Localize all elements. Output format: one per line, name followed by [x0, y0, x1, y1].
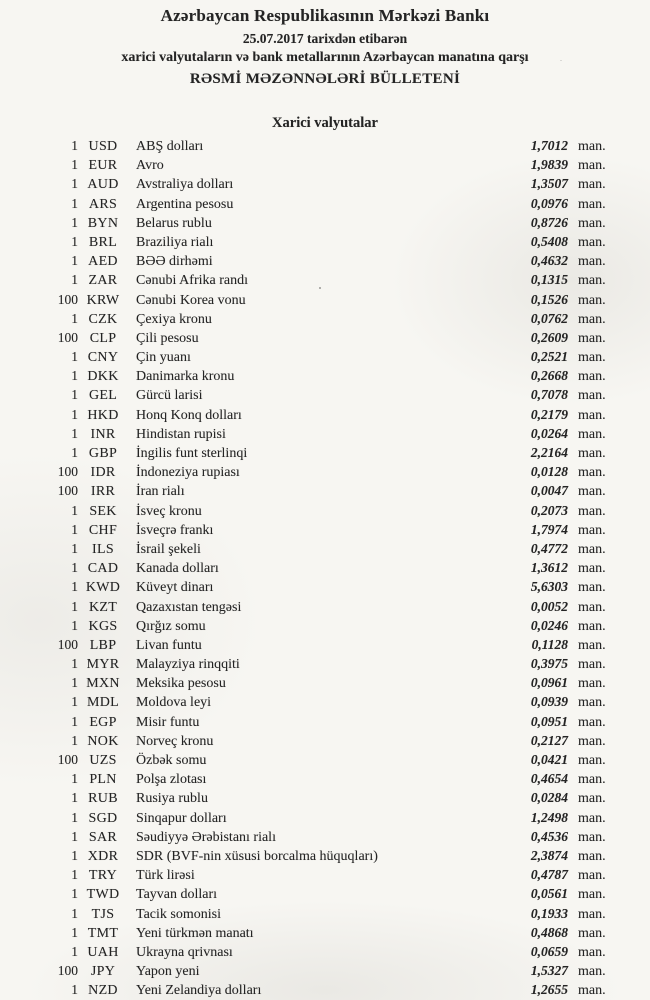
row-quantity: 1: [71, 598, 78, 614]
table-row: [0, 136, 650, 155]
row-currency-code: CNY: [87, 350, 119, 366]
row-quantity: 1: [71, 272, 78, 288]
row-unit: man.: [578, 829, 606, 845]
row-unit: man.: [578, 791, 606, 807]
row-currency-code: BYN: [87, 215, 119, 231]
row-quantity: 1: [71, 694, 78, 710]
row-currency-name: İran rialı: [136, 484, 185, 500]
row-rate-value: 5,6303: [530, 579, 568, 595]
row-currency-code: CZK: [88, 311, 118, 327]
row-unit: man.: [578, 618, 606, 634]
row-rate-value: 0,0762: [530, 310, 568, 326]
row-quantity: 1: [71, 847, 78, 863]
row-rate-value: 0,1128: [531, 636, 568, 652]
row-currency-code: EGP: [89, 714, 117, 730]
row-unit: man.: [578, 695, 606, 711]
row-rate-value: 0,2521: [530, 349, 568, 365]
row-quantity: 1: [71, 521, 78, 537]
row-quantity: 1: [71, 905, 78, 921]
row-currency-name: Qazaxıstan tengəsi: [136, 599, 242, 615]
table-row: [0, 750, 650, 769]
row-currency-code: INR: [90, 426, 116, 442]
table-row: [0, 980, 650, 999]
row-rate-value: 0,0047: [530, 483, 568, 499]
row-currency-code: TRY: [88, 868, 118, 884]
row-unit: man.: [578, 139, 606, 154]
row-rate-value: 0,2179: [530, 406, 568, 422]
table-row: [0, 213, 650, 232]
row-unit: man.: [578, 772, 606, 788]
row-currency-code: GEL: [88, 388, 118, 404]
row-quantity: 1: [71, 732, 78, 748]
row-quantity: 1: [71, 675, 78, 691]
row-rate-value: 0,0961: [530, 675, 568, 691]
row-unit: man.: [578, 848, 606, 864]
row-currency-code: NOK: [87, 733, 119, 749]
row-unit: man.: [578, 964, 606, 980]
row-rate-value: 0,2073: [530, 502, 568, 518]
table-row: [0, 174, 650, 193]
row-rate-value: 0,8726: [530, 214, 568, 230]
table-row: [0, 884, 650, 903]
row-unit: man.: [578, 887, 606, 903]
row-currency-name: Avstraliya dolları: [136, 177, 234, 193]
row-currency-code: USD: [88, 139, 118, 154]
row-rate-value: 0,0951: [530, 713, 568, 729]
table-row: [0, 788, 650, 807]
row-quantity: 1: [71, 387, 78, 403]
row-currency-name: Braziliya rialı: [136, 234, 214, 250]
row-rate-value: 0,2127: [530, 732, 568, 748]
row-rate-value: 1,3507: [530, 176, 568, 192]
table-row: [0, 347, 650, 366]
row-currency-code: SEK: [89, 503, 117, 519]
row-currency-code: GBP: [88, 446, 118, 461]
row-currency-code: RUB: [88, 791, 118, 807]
row-unit: man.: [578, 503, 606, 519]
table-row: [0, 232, 650, 251]
row-currency-code: BRL: [88, 234, 118, 250]
rates-table: [0, 136, 650, 999]
row-currency-name: Çexiya kronu: [136, 311, 212, 327]
row-unit: man.: [578, 465, 606, 481]
bulletin-title: RƏSMİ MƏZƏNNƏLƏRİ BÜLLETENİ: [189, 71, 461, 87]
row-rate-value: 0,4536: [530, 828, 568, 844]
row-rate-value: 0,0284: [530, 790, 568, 806]
row-currency-code: ARS: [88, 196, 118, 212]
row-currency-name: Cənubi Korea vonu: [136, 292, 246, 308]
row-currency-name: Belarus rublu: [136, 215, 212, 231]
table-row: [0, 769, 650, 788]
row-currency-code: TJS: [91, 906, 115, 922]
row-unit: man.: [578, 983, 606, 999]
row-unit: man.: [578, 446, 606, 461]
row-unit: man.: [578, 177, 606, 193]
row-currency-name: Argentina pesosu: [136, 196, 234, 212]
row-currency-code: LBP: [89, 637, 117, 653]
row-currency-code: KZT: [88, 599, 118, 615]
row-rate-value: 0,2668: [530, 368, 568, 384]
row-unit: man.: [578, 330, 606, 346]
bulletin-header: [0, 0, 650, 89]
table-row: [0, 385, 650, 404]
row-currency-code: JPY: [90, 964, 116, 980]
row-unit: man.: [578, 254, 606, 270]
row-rate-value: 0,3975: [530, 656, 568, 672]
row-currency-code: UAH: [87, 944, 119, 960]
row-quantity: 1: [71, 982, 78, 998]
row-currency-code: ILS: [92, 541, 114, 557]
row-currency-code: IRR: [90, 484, 116, 500]
row-currency-code: PLN: [89, 772, 117, 788]
row-rate-value: 0,4868: [530, 924, 568, 940]
row-unit: man.: [578, 676, 606, 692]
table-row: [0, 251, 650, 270]
row-unit: man.: [578, 426, 606, 442]
row-currency-name: Sinqapur dolları: [136, 810, 227, 826]
row-quantity: 1: [71, 560, 78, 576]
row-currency-name: Meksika pesosu: [136, 676, 226, 692]
table-row: [0, 961, 650, 980]
row-rate-value: 0,0264: [530, 425, 568, 441]
row-quantity: 1: [71, 233, 78, 249]
row-unit: man.: [578, 944, 606, 960]
row-rate-value: 0,5408: [530, 233, 568, 249]
row-currency-name: Kanada dolları: [136, 561, 219, 577]
row-quantity: 1: [71, 713, 78, 729]
row-unit: man.: [578, 561, 606, 577]
row-currency-name: İsveçrə frankı: [136, 522, 214, 538]
row-currency-name: Çili pesosu: [136, 330, 199, 346]
table-row: [0, 194, 650, 213]
row-currency-code: IDR: [90, 465, 116, 481]
row-currency-name: Rusiya rublu: [136, 791, 208, 807]
row-rate-value: 0,1933: [530, 905, 568, 921]
row-quantity: 1: [71, 349, 78, 365]
row-currency-name: ABŞ dolları: [136, 139, 204, 154]
row-rate-value: 0,4787: [530, 867, 568, 883]
row-unit: man.: [578, 311, 606, 327]
row-currency-code: XDR: [87, 848, 119, 864]
table-row: [0, 692, 650, 711]
row-currency-name: Küveyt dinarı: [136, 580, 214, 596]
row-unit: man.: [578, 388, 606, 404]
row-currency-code: AED: [88, 254, 118, 270]
row-unit: man.: [578, 196, 606, 212]
row-rate-value: 0,1315: [530, 272, 568, 288]
rates-table-body: [0, 136, 650, 999]
table-row: [0, 155, 650, 174]
table-row: [0, 577, 650, 596]
row-currency-code: KGS: [88, 618, 118, 634]
row-rate-value: 0,4632: [530, 253, 568, 269]
row-currency-code: CLP: [89, 330, 117, 346]
row-currency-name: Moldova leyi: [136, 695, 212, 711]
row-currency-name: Misir funtu: [136, 714, 200, 730]
table-row: [0, 462, 650, 481]
row-quantity: 1: [71, 656, 78, 672]
row-unit: man.: [578, 580, 606, 596]
row-rate-value: 0,0939: [530, 694, 568, 710]
scan-speck: [319, 287, 321, 289]
bulletin-subtitle: xarici valyutaların və bank metallarının Azərbaycan manatına qarşı: [121, 50, 529, 65]
table-row: [0, 923, 650, 942]
row-quantity: 100: [57, 329, 78, 345]
row-rate-value: 0,1526: [530, 291, 568, 307]
table-row: [0, 616, 650, 635]
row-currency-name: Tacik somonisi: [136, 906, 221, 922]
table-row: [0, 846, 650, 865]
row-quantity: 1: [71, 425, 78, 441]
row-currency-name: Yapon yeni: [136, 964, 200, 980]
row-quantity: 1: [71, 138, 78, 153]
row-unit: man.: [578, 637, 606, 653]
row-rate-value: 2,3874: [530, 847, 568, 863]
row-rate-value: 0,7078: [530, 387, 568, 403]
row-currency-name: Norveç kronu: [136, 733, 214, 749]
row-quantity: 1: [71, 771, 78, 787]
table-row: [0, 865, 650, 884]
row-unit: man.: [578, 714, 606, 730]
table-row: [0, 712, 650, 731]
row-unit: man.: [578, 657, 606, 673]
row-quantity: 1: [71, 368, 78, 384]
table-row: [0, 405, 650, 424]
row-currency-name: İsrail şekeli: [136, 541, 201, 557]
row-quantity: 1: [71, 943, 78, 959]
row-unit: man.: [578, 541, 606, 557]
table-row: [0, 366, 650, 385]
table-row: [0, 731, 650, 750]
bank-title: Azərbaycan Respublikasının Mərkəzi Bankı: [160, 6, 490, 25]
row-currency-code: NZD: [88, 983, 118, 999]
row-quantity: 1: [71, 214, 78, 230]
row-currency-name: Honq Konq dolları: [136, 407, 242, 423]
table-row: [0, 539, 650, 558]
row-unit: man.: [578, 522, 606, 538]
row-currency-code: UZS: [89, 753, 117, 768]
row-quantity: 1: [71, 809, 78, 825]
table-row: [0, 501, 650, 520]
row-currency-code: DKK: [87, 369, 119, 385]
row-unit: man.: [578, 292, 606, 308]
table-row: [0, 827, 650, 846]
row-currency-name: Səudiyyə Ərəbistanı rialı: [136, 829, 276, 845]
row-currency-name: Yeni Zelandiya dolları: [136, 983, 262, 999]
row-rate-value: 0,0561: [530, 886, 568, 902]
row-currency-code: MDL: [86, 695, 119, 711]
row-currency-code: TMT: [87, 925, 119, 941]
row-currency-code: SAR: [88, 829, 118, 845]
row-rate-value: 0,0246: [530, 617, 568, 633]
row-rate-value: 0,0421: [530, 752, 568, 767]
row-rate-value: 0,0976: [530, 195, 568, 211]
row-rate-value: 0,4654: [530, 771, 568, 787]
section-title-foreign-currencies: Xarici valyutalar: [272, 115, 378, 131]
row-quantity: 100: [57, 291, 78, 307]
row-unit: man.: [578, 484, 606, 500]
row-quantity: 100: [57, 483, 78, 499]
row-currency-name: Danimarka kronu: [136, 369, 235, 385]
row-currency-code: ZAR: [88, 273, 118, 289]
row-unit: man.: [578, 868, 606, 884]
row-unit: man.: [578, 733, 606, 749]
row-currency-name: Malayziya rinqqiti: [136, 657, 240, 673]
row-unit: man.: [578, 273, 606, 289]
table-row: [0, 290, 650, 309]
row-rate-value: 1,9839: [530, 157, 568, 173]
row-quantity: 1: [71, 617, 78, 633]
row-quantity: 1: [71, 406, 78, 422]
row-unit: man.: [578, 234, 606, 250]
row-currency-code: AUD: [87, 177, 119, 193]
row-currency-code: EUR: [88, 158, 118, 174]
row-currency-code: MXN: [86, 676, 120, 692]
row-currency-code: SGD: [88, 810, 118, 826]
row-currency-name: Qırğız somu: [136, 618, 206, 634]
row-quantity: 1: [71, 579, 78, 595]
row-currency-code: KWD: [85, 580, 121, 596]
row-currency-name: Türk lirəsi: [136, 868, 195, 884]
row-currency-name: Gürcü larisi: [136, 388, 203, 404]
row-unit: man.: [578, 906, 606, 922]
row-currency-name: Ukrayna qrivnası: [136, 944, 233, 960]
table-row: [0, 904, 650, 923]
row-unit: man.: [578, 407, 606, 423]
row-rate-value: 0,0052: [530, 598, 568, 614]
row-currency-code: KRW: [86, 292, 120, 308]
table-row: [0, 270, 650, 289]
table-row: [0, 443, 650, 462]
row-currency-name: Özbək somu: [136, 753, 207, 768]
row-rate-value: 2,2164: [530, 445, 568, 460]
row-currency-code: CHF: [88, 522, 118, 538]
row-quantity: 1: [71, 176, 78, 192]
row-currency-name: Tayvan dolları: [136, 887, 218, 903]
row-unit: man.: [578, 215, 606, 231]
row-quantity: 1: [71, 445, 78, 460]
effective-date-line: 25.07.2017 tarixdən etibarən: [242, 31, 408, 46]
row-quantity: 100: [57, 464, 78, 480]
row-currency-code: HKD: [87, 407, 119, 423]
table-row: [0, 424, 650, 443]
table-row: [0, 558, 650, 577]
row-unit: man.: [578, 810, 606, 826]
row-currency-name: İsveç kronu: [136, 503, 202, 519]
row-rate-value: 1,7974: [530, 521, 568, 537]
row-currency-name: Livan funtu: [136, 637, 202, 653]
row-rate-value: 1,7012: [530, 138, 568, 153]
table-row: [0, 942, 650, 961]
row-currency-code: MYR: [86, 657, 120, 673]
row-unit: man.: [578, 753, 606, 768]
row-rate-value: 1,3612: [530, 560, 568, 576]
table-row: [0, 673, 650, 692]
table-row: [0, 635, 650, 654]
row-quantity: 100: [57, 963, 78, 979]
scan-speck: [560, 60, 562, 61]
row-quantity: 1: [71, 828, 78, 844]
row-unit: man.: [578, 925, 606, 941]
row-rate-value: 1,2498: [530, 809, 568, 825]
table-row: [0, 808, 650, 827]
row-quantity: 100: [57, 636, 78, 652]
table-row: [0, 654, 650, 673]
table-row: [0, 481, 650, 500]
row-rate-value: 1,2655: [530, 982, 568, 998]
row-currency-name: BƏƏ dirhəmi: [136, 254, 213, 270]
row-rate-value: 1,5327: [530, 963, 568, 979]
row-rate-value: 0,0128: [530, 464, 568, 480]
row-currency-name: İngilis funt sterlinqi: [136, 446, 248, 461]
row-unit: man.: [578, 158, 606, 174]
row-quantity: 1: [71, 924, 78, 940]
row-quantity: 1: [71, 886, 78, 902]
row-rate-value: 0,4772: [530, 540, 568, 556]
table-row: [0, 520, 650, 539]
row-currency-name: SDR (BVF-nin xüsusi borcalma hüquqları): [136, 848, 378, 864]
row-currency-name: Cənubi Afrika randı: [136, 273, 248, 289]
row-quantity: 1: [71, 195, 78, 211]
row-quantity: 1: [71, 310, 78, 326]
row-currency-name: Polşa zlotası: [136, 772, 207, 788]
row-currency-name: İndoneziya rupiası: [136, 465, 240, 481]
row-quantity: 1: [71, 502, 78, 518]
row-currency-name: Çin yuanı: [136, 350, 191, 366]
row-unit: man.: [578, 599, 606, 615]
table-row: [0, 309, 650, 328]
row-unit: man.: [578, 350, 606, 366]
row-quantity: 1: [71, 790, 78, 806]
row-rate-value: 0,0659: [530, 943, 568, 959]
row-rate-value: 0,2609: [530, 329, 568, 345]
row-quantity: 1: [71, 540, 78, 556]
row-currency-code: TWD: [86, 887, 120, 903]
row-quantity: 1: [71, 867, 78, 883]
table-row: [0, 328, 650, 347]
row-quantity: 100: [57, 752, 78, 767]
row-quantity: 1: [71, 157, 78, 173]
row-currency-name: Avro: [136, 158, 164, 174]
row-currency-code: CAD: [87, 561, 119, 577]
table-row: [0, 597, 650, 616]
row-currency-name: Hindistan rupisi: [136, 426, 226, 442]
row-quantity: 1: [71, 253, 78, 269]
row-unit: man.: [578, 369, 606, 385]
row-currency-name: Yeni türkmən manatı: [136, 925, 254, 941]
